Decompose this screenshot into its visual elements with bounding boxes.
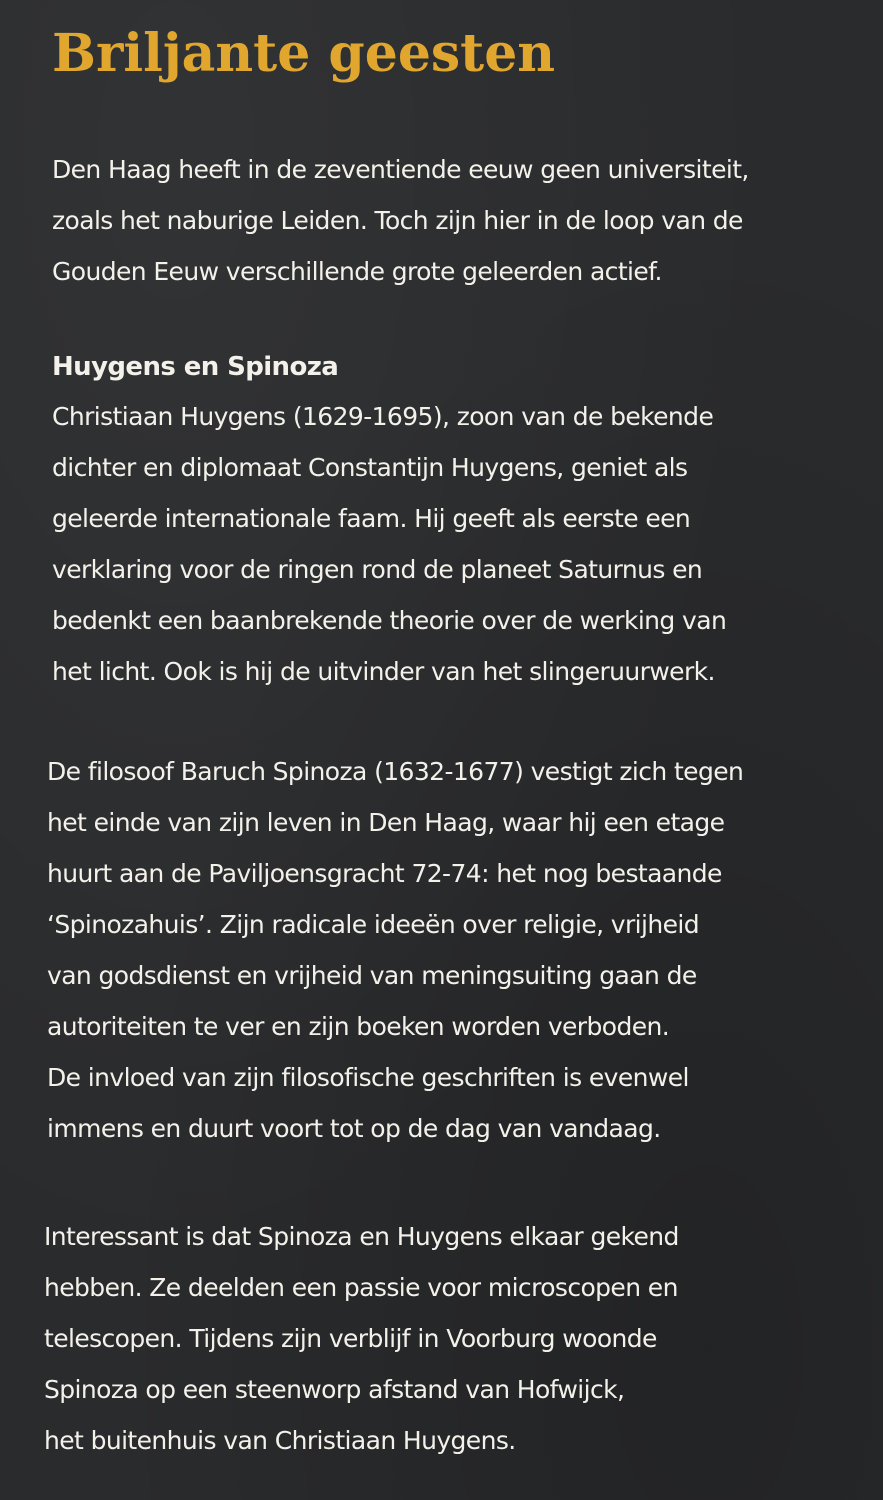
text-line: dichter en diplomaat Constantijn Huygens, geniet als <box>52 453 688 482</box>
text-line: van godsdienst en vrijheid van meningsuiting gaan de <box>47 961 697 990</box>
text-line: Spinoza op een steenworp afstand van Hofwijck, <box>44 1375 625 1404</box>
text-line: De filosoof Baruch Spinoza (1632-1677) vestigt zich tegen <box>47 757 744 786</box>
spinoza-paragraph <box>47 746 743 1154</box>
section-heading: Huygens en Spinoza <box>52 352 339 382</box>
text-line: De invloed van zijn filosofische geschriften is evenwel <box>47 1063 689 1092</box>
text-line: Gouden Eeuw verschillende grote geleerden actief. <box>52 257 662 286</box>
panel-title: Briljante geesten <box>52 23 556 84</box>
text-line: immens en duurt voort tot op de dag van vandaag. <box>47 1114 661 1143</box>
text-line: bedenkt een baanbrekende theorie over de werking van <box>52 606 727 635</box>
text-line: telescopen. Tijdens zijn verblijf in Voorburg woonde <box>44 1324 657 1353</box>
text-line: ‘Spinozahuis’. Zijn radicale ideeën over religie, vrijheid <box>47 910 700 939</box>
text-line: het einde van zijn leven in Den Haag, waar hij een etage <box>47 808 725 837</box>
text-line: Interessant is dat Spinoza en Huygens elkaar gekend <box>44 1222 679 1251</box>
text-line: verklaring voor de ringen rond de planeet Saturnus en <box>52 555 703 584</box>
text-line: huurt aan de Paviljoensgracht 72-74: het nog bestaande <box>47 859 722 888</box>
text-line: het buitenhuis van Christiaan Huygens. <box>44 1426 516 1455</box>
text-line: hebben. Ze deelden een passie voor microscopen en <box>44 1273 678 1302</box>
text-line: het licht. Ook is hij de uitvinder van het slingeruurwerk. <box>52 657 715 686</box>
text-line: Christiaan Huygens (1629-1695), zoon van de bekende <box>52 402 714 431</box>
text-line: Den Haag heeft in de zeventiende eeuw geen universiteit, <box>52 155 749 184</box>
intro-paragraph <box>52 144 749 297</box>
connection-paragraph <box>44 1211 679 1466</box>
text-line: geleerde internationale faam. Hij geeft als eerste een <box>52 504 691 533</box>
huygens-paragraph <box>52 391 726 697</box>
text-line: autoriteiten te ver en zijn boeken worden verboden. <box>47 1012 670 1041</box>
text-line: zoals het naburige Leiden. Toch zijn hier in de loop van de <box>52 206 743 235</box>
